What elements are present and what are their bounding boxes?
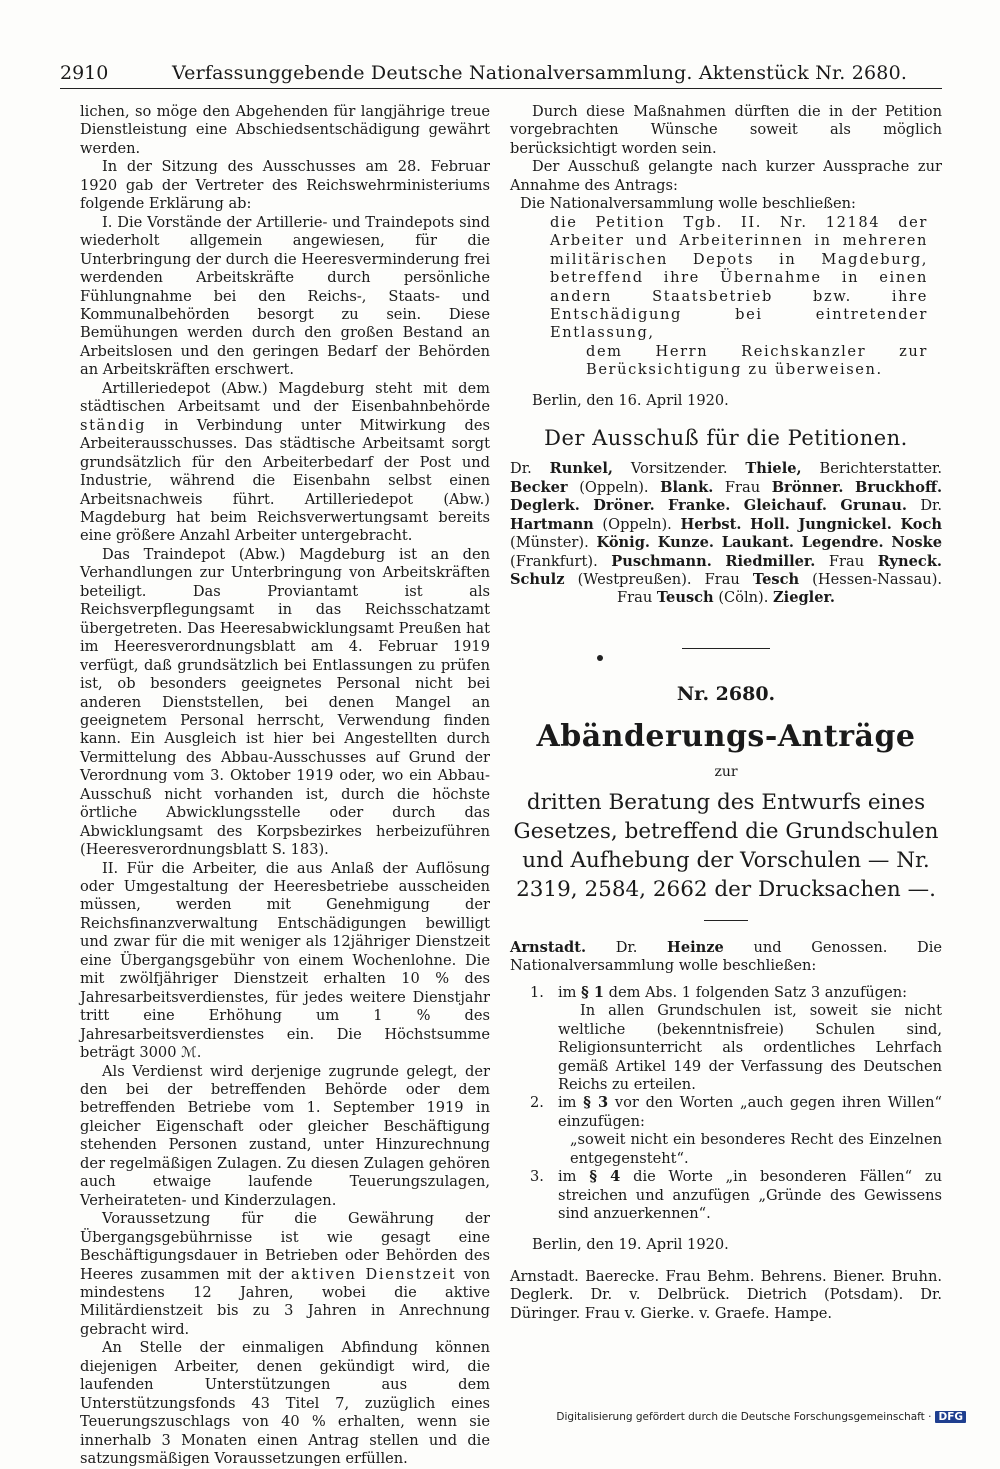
item-quote: In allen Grundschulen ist, soweit sie nicht weltliche (bekenntnisfreie) Schulen sind, Religionsunterricht als ordentliches Lehrfach gemäß Artikel 149 der Verfassung des Deutschen Reichs zu erteilen. xyxy=(558,1002,942,1093)
title-connector: zur xyxy=(714,764,738,781)
resolution-text: die Petition Tgb. II. Nr. 12184 der Arbeiter und Arbeiterinnen in mehreren militärischen Depots in Magdeburg, betreffend ihre Übernahme in einen andern Staatsbetrieb bzw. ihre Entschädigung bei eintretender Entlassung, xyxy=(550,213,928,342)
member-name: Deglerk. xyxy=(510,497,580,515)
right-column xyxy=(510,103,942,1323)
amendment-item xyxy=(510,1094,942,1168)
member-name: Teusch xyxy=(656,589,714,607)
member-name: Ziegler. xyxy=(773,589,835,607)
paragraph: Durch diese Maßnahmen dürften die in der Petition vorgebrachten Wünsche soweit als möglich berücksichtigt worden sein. xyxy=(510,103,942,157)
member-text: Berichterstatter. xyxy=(819,460,943,478)
amendment-item xyxy=(510,984,942,1095)
spaced-text: ständig xyxy=(80,416,147,434)
motion-intro xyxy=(510,939,942,976)
member-text: (Hessen-Nassau). xyxy=(812,570,943,588)
motion-title: Dr. xyxy=(615,938,638,956)
short-divider xyxy=(704,920,748,921)
member-name: Brönner. xyxy=(771,478,844,496)
paragraph-ref: § 3 xyxy=(583,1094,609,1112)
member-name: Becker xyxy=(510,478,568,496)
member-name: Grunau. xyxy=(840,497,907,515)
amendment-list xyxy=(510,984,942,1224)
motion-name: Heinze xyxy=(667,938,724,956)
item-text: die Worte „in besonderen Fällen“ zu streichen und anzufügen „Gründe des Gewissens sind anzuerkennen“. xyxy=(558,1168,943,1223)
document-number: Nr. 2680. xyxy=(676,682,776,705)
footer-credit: Digitalisierung gefördert durch die Deutsche Forschungsgemeinschaft · xyxy=(556,1411,932,1423)
resolution-text: dem Herrn Reichskanzler zur Berücksichtigung zu überweisen. xyxy=(586,342,928,379)
member-text: Dr. xyxy=(920,497,943,515)
member-name: Hartmann xyxy=(510,515,594,533)
member-name: Ryneck. xyxy=(877,552,943,570)
paragraph: In der Sitzung des Ausschusses am 28. Februar 1920 gab der Vertreter des Reichswehrministeriums folgende Erklärung ab: xyxy=(80,158,490,213)
member-text: (Frankfurt). xyxy=(510,552,598,570)
member-name: Dröner. xyxy=(593,497,655,515)
member-name: Laukant. xyxy=(721,534,795,552)
signers-list: Arnstadt. Baerecke. Frau Behm. Behrens. Biener. Bruhn. Deglerk. Dr. v. Delbrück. Dietrich (Potsdam). Dr. Düringer. Frau v. Gierke. v. Graefe. Hampe. xyxy=(510,1268,942,1322)
item-text: im xyxy=(558,1094,577,1112)
member-name: Runkel, xyxy=(549,460,613,478)
member-text: (Münster). xyxy=(510,534,589,552)
spaced-text: aktiven Dienstzeit xyxy=(291,1265,457,1283)
member-name: Gleichauf. xyxy=(743,497,828,515)
member-text: Dr. xyxy=(510,460,532,478)
paragraph: Als Verdienst wird derjenige zugrunde gelegt, der den bei der betreffenden Behörde oder dem betreffenden Betriebe vom 1. September 1919 in gleicher Eigenschaft oder gleicher Beschäftigung stehenden Personen zustand, unter Hinzurechnung der regelmäßigen Zulagen. Zu diesen Zulagen gehören auch etwaige laufende Teuerungszulagen, Verheirateten- und Kinderzulagen. xyxy=(80,1062,490,1209)
member-text: Frau xyxy=(828,552,865,570)
resolution-intro: Die Nationalversammlung wolle beschließen: xyxy=(520,195,856,213)
item-number: 1. xyxy=(530,983,544,1001)
member-name: Tesch xyxy=(752,570,800,588)
section-divider xyxy=(682,648,770,649)
member-name: Bruckhoff. xyxy=(855,478,943,496)
paragraph: I. Die Vorstände der Artillerie- und Traindepots sind wiederholt allgemein angewiesen, für die Unterbringung der durch die Heeresverminderung frei werdenden Arbeitskräfte durch persönliche Fühlungnahme bei den Reichs-, Staats- und Kommunalbehörden besorgt zu sein. Diese Bemühungen werden durch den großen Bestand an Arbeitslosen und den geringen Bedarf der Behörden an Arbeitskräften erschwert. xyxy=(80,213,490,379)
member-name: Legendre. xyxy=(801,534,884,552)
item-text: im xyxy=(558,983,577,1001)
paragraph xyxy=(80,1210,490,1339)
amendment-item xyxy=(510,1168,942,1223)
member-text: Frau xyxy=(704,570,740,588)
left-column xyxy=(80,103,490,1469)
member-name: Holl. xyxy=(750,515,790,533)
member-name: Herbst. xyxy=(680,515,742,533)
member-name: Franke. xyxy=(668,497,731,515)
printer-dot xyxy=(597,655,603,661)
document-title: Abänderungs-Anträge xyxy=(536,719,916,755)
dfg-logo: DFG xyxy=(935,1411,966,1423)
paragraph: II. Für die Arbeiter, die aus Anlaß der Auflösung oder Umgestaltung der Heeresbetriebe ausscheiden müssen, werden mit Genehmigung der Reichsfinanzverwaltung Entschädigungen bewilligt und zwar für die mit weniger als 12jähriger Dienstzeit eine Übergangsgebühr von einem Wochenlohne. Die mit zwölfjähriger Dienstzeit erhalten 10 % des Jahresarbeitsverdienstes, für jedes weitere Dienstjahr tritt eine Erhöhung um 1 % des Jahresarbeitsverdienstes ein. Die Höchstsumme beträgt 3000 ℳ. xyxy=(80,859,490,1062)
member-name: Riedmiller. xyxy=(725,552,816,570)
member-name: Jungnickel. xyxy=(798,515,892,533)
paragraph-ref: § 4 xyxy=(589,1168,621,1186)
document-subtitle: dritten Beratung des Entwurfs eines Gesetzes, betreffend die Grundschulen und Aufhebung der Vorschulen — Nr. 2319, 2584, 2662 der Drucksachen —. xyxy=(513,789,939,902)
member-text: (Oppeln). xyxy=(579,478,649,496)
item-number: 2. xyxy=(530,1094,544,1112)
paragraph: Das Traindepot (Abw.) Magdeburg ist an den Verhandlungen zur Unterbringung von Arbeitskräften beteiligt. Das Proviantamt ist als Reichsverpflegungsamt in das Reichsschatzamt übergetreten. Das Heeresabwicklungsamt Preußen hat im Heeresverordnungsblatt am 4. Februar 1919 verfügt, daß grundsätzlich bei Entlassungen zu prüfen ist, ob besonders geeignetes Personal nicht bei anderen Dienststellen, bei denen Mangel an geeignetem Personal herrscht, Verwendung finden kann. Ein Ausgleich ist hier bei Angestellten durch Vermittelung des Abbau-Ausschusses auf Grund der Verordnung vom 3. Oktober 1919 oder, wo ein Abbau-Ausschuß nicht vorhanden ist, durch die höchste örtliche Abwicklungsstelle oder durch das Abwicklungsamt des Korpsbezirkes herbeizuführen (Heeresverordnungsblatt S. 183). xyxy=(80,545,490,859)
paragraph: Der Ausschuß gelangte nach kurzer Aussprache zur Annahme des Antrags: xyxy=(510,158,942,194)
item-number: 3. xyxy=(530,1168,544,1186)
member-text: (Oppeln). xyxy=(602,515,672,533)
item-quote: „soweit nicht ein besonderes Recht des Einzelnen entgegensteht“. xyxy=(570,1131,942,1167)
member-name: Thiele, xyxy=(745,460,802,478)
member-text: Frau xyxy=(724,478,761,496)
footer xyxy=(556,1411,966,1423)
member-name: Kunze. xyxy=(657,534,714,552)
member-name: Puschmann. xyxy=(611,552,712,570)
paragraph-ref: § 1 xyxy=(581,983,605,1001)
page-header xyxy=(60,58,942,89)
date-line: Berlin, den 19. April 1920. xyxy=(532,1235,729,1253)
text-run: Voraussetzung für die Gewährung der Übergangsgebührnisse ist wie gesagt eine Beschäftigungsdauer in Betrieben oder Behörden des Heeres zusammen mit der xyxy=(80,1210,490,1283)
member-name: Koch xyxy=(900,515,943,533)
committee-title: Der Ausschuß für die Petitionen. xyxy=(544,426,908,451)
member-name: Blank. xyxy=(660,478,714,496)
member-name: Schulz xyxy=(510,570,565,588)
text-run: Artilleriedepot (Abw.) Magdeburg steht mit dem städtischen Arbeitsamt und der Eisenbahnbehörde xyxy=(80,379,490,416)
member-text: (Westpreußen). xyxy=(577,570,692,588)
date-line: Berlin, den 16. April 1920. xyxy=(532,391,729,409)
committee-members xyxy=(510,460,942,608)
paragraph: lichen, so möge den Abgehenden für langjährige treue Dienstleistung eine Abschiedsentschädigung gewährt werden. xyxy=(80,103,490,157)
running-title: Verfassunggebende Deutsche Nationalversammlung. Aktenstück Nr. 2680. xyxy=(172,62,908,84)
member-name: Noske xyxy=(891,534,943,552)
item-text: vor den Worten „auch gegen ihren Willen“ einzufügen: xyxy=(558,1094,943,1130)
paragraph: An Stelle der einmaligen Abfindung können diejenigen Arbeiter, denen gekündigt wird, die laufenden Unterstützungen aus dem Unterstützungsfonds 43 Titel 7, zuzüglich eines Teuerungszuschlags von 40 % erhalten, wenn sie innerhalb 3 Monaten einen Antrag stellen und die satzungsmäßigen Voraussetzungen erfüllen. xyxy=(80,1339,490,1468)
item-text: dem Abs. 1 folgenden Satz 3 anzufügen: xyxy=(608,983,908,1001)
item-text: im xyxy=(558,1168,577,1186)
member-text: Vorsitzender. xyxy=(630,460,728,478)
motion-place: Arnstadt. xyxy=(510,938,587,956)
text-run: in Verbindung unter Mitwirkung des Arbeiterausschusses. Das städtische Arbeitsamt sorgt grundsätzlich für den Arbeiterbedarf der Post und Industrie, während die Eisenbahn selbst einen Arbeitsnachweis führt. Artilleriedepot (Abw.) Magdeburg hat beim Reichsverwertungsamt bereits eine größere Anzahl Arbeiter untergebracht. xyxy=(80,416,490,545)
member-text: Frau xyxy=(617,589,653,607)
member-name: König. xyxy=(596,534,650,552)
page-number: 2910 xyxy=(60,62,109,84)
text-run: von mindestens 12 Jahren, wobei die aktive Militärdienstzeit bis zu 3 Jahren in Anrechnung gebracht wird. xyxy=(80,1265,490,1338)
motion-text: und Genossen. Die Nationalversammlung wolle beschließen: xyxy=(510,938,942,975)
paragraph xyxy=(80,380,490,546)
member-text: (Cöln). xyxy=(718,589,769,607)
